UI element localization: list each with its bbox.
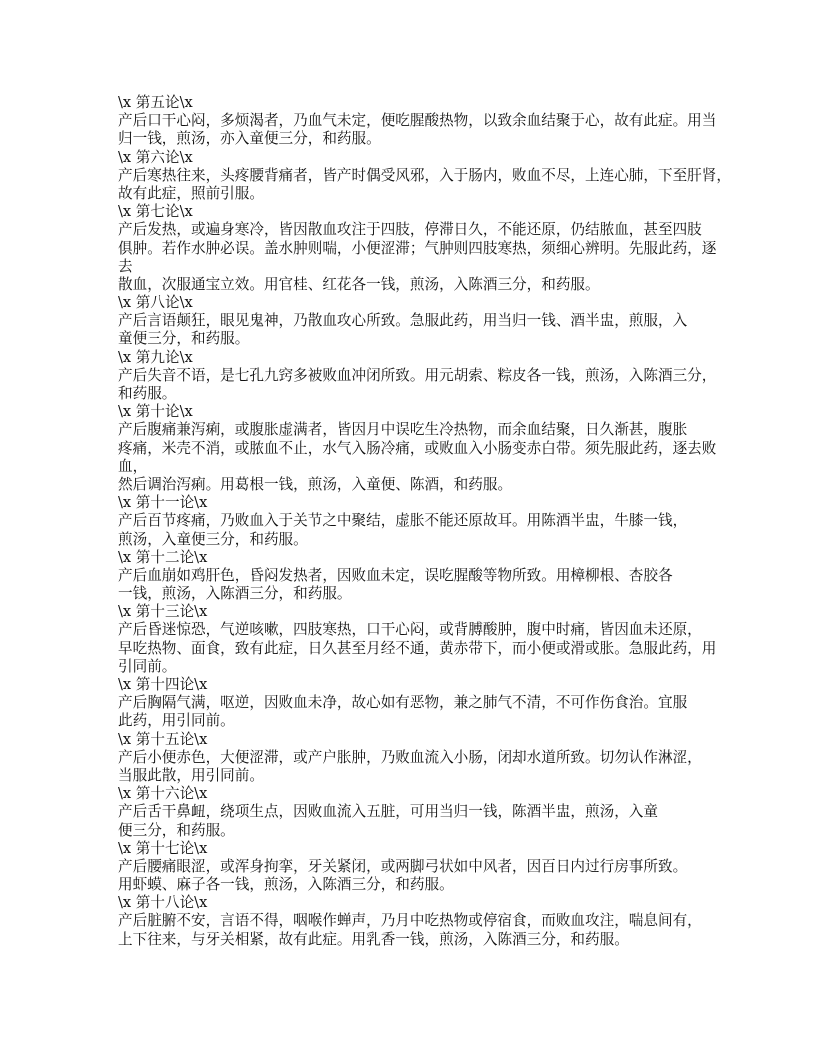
text-line: 疼痛，米壳不消，或脓血不止，水气入肠冷痛，或败血入小肠变赤白带。须先服此药，逐去败: [118, 439, 717, 457]
text-line: 早吃热物、面食，致有此症，日久甚至月经不通，黄赤带下，而小便或滑或胀。急服此药，用: [118, 639, 717, 657]
text-line: 产后腰痛眼涩，或浑身拘挛，牙关紧闭，或两脚弓状如中风者，因百日内过行房事所致。: [118, 857, 688, 875]
text-line: 便三分，和药服。: [118, 821, 235, 839]
text-line: 上下往来，与牙关相紧，故有此症。用乳香一钱，煎汤，入陈酒三分，和药服。: [118, 930, 629, 948]
section-heading: \x 第八论\x: [118, 294, 193, 312]
text-line: 去: [118, 257, 133, 275]
section-heading: \x 第十四论\x: [118, 676, 208, 693]
text-line: 然后调治泻痢。用葛根一钱，煎汤，入童便、陈酒，和药服。: [118, 475, 513, 493]
text-line: 产后血崩如鸡肝色，昏闷发热者，因败血未定，误吃腥酸等物所致。用樟柳根、杏胶各: [118, 566, 673, 584]
text-line: 产后发热，或遍身寒冷，皆因散血攻注于四肢，停滞日久，不能还原，仍结脓血，甚至四肢: [118, 221, 702, 239]
text-line: 当服此散，用引同前。: [118, 766, 264, 784]
text-line: 一钱，煎汤，入陈酒三分，和药服。: [118, 585, 352, 603]
text-line: 童便三分，和药服。: [118, 330, 250, 348]
text-line: 产后百节疼痛，乃败血入于关节之中聚结，虚胀不能还原故耳。用陈酒半盅，牛膝一钱，: [118, 512, 688, 530]
text-line: 产后昏迷惊恐，气逆咳嗽，四肢寒热，口干心闷，或背膊酸肿，腹中时痛，皆因血未还原，: [118, 621, 702, 639]
text-line: 产后舌干鼻衄，绕项生点，因败血流入五脏，可用当归一钱，陈酒半盅，煎汤，入童: [118, 803, 658, 821]
text-line: 故有此症，照前引服。: [118, 184, 264, 202]
text-line: 散血，次服通宝立效。用官桂、红花各一钱，煎汤，入陈酒三分，和药服。: [118, 275, 600, 293]
section-heading: \x 第十八论\x: [118, 894, 208, 912]
section-heading: \x 第十五论\x: [118, 730, 208, 748]
text-line: 血，: [118, 457, 148, 475]
text-line: 和药服。: [118, 385, 177, 402]
text-line: 引同前。: [118, 657, 177, 675]
text-line: 煎汤，入童便三分，和药服。: [118, 530, 308, 548]
section-heading: \x 第九论\x: [118, 348, 193, 366]
text-line: 产后寒热往来，头疼腰背痛者，皆产时偶受风邪，入于肠内，败血不尽，上连心肺，下至肝肾，: [118, 166, 731, 184]
section-heading: \x 第十六论\x: [118, 785, 208, 803]
text-line: 俱肿。若作水肿必误。盖水肿则喘，小便涩滞；气肿则四肢寒热，须细心辨明。先服此药，逐: [118, 239, 717, 257]
text-line: 此药，用引同前。: [118, 712, 235, 730]
text-line: 产后口干心闷，多烦渴者，乃血气未定，便吃腥酸热物，以致余血结聚于心，故有此症。用当: [118, 112, 717, 130]
section-heading: \x 第十论\x: [118, 403, 193, 421]
text-line: 产后小便赤色，大便涩滞，或产户胀肿，乃败血流入小肠，闭却水道所致。切勿认作淋涩，: [118, 748, 702, 766]
text-line: 用虾蟆、麻子各一钱，煎汤，入陈酒三分，和药服。: [118, 876, 454, 894]
section-heading: \x 第七论\x: [118, 203, 193, 221]
section-heading: \x 第五论\x: [118, 94, 193, 111]
text-line: 产后脏腑不安，言语不得，咽喉作蝉声，乃月中吃热物或停宿食，而败血攻注，喘息间有，: [118, 912, 702, 930]
section-heading: \x 第十二论\x: [118, 548, 208, 566]
text-line: 产后腹痛兼泻痢，或腹胀虚满者，皆因月中误吃生冷热物，而余血结聚，日久渐甚，腹胀: [118, 421, 688, 439]
text-line: 产后胸隔气满，呕逆，因败血未净，故心如有恶物，兼之肺气不清，不可作伤食治。宜服: [118, 694, 688, 712]
section-heading: \x 第十七论\x: [118, 839, 208, 857]
text-line: 产后失音不语，是七孔九窍多被败血冲闭所致。用元胡索、粽皮各一钱，煎汤，入陈酒三分，: [118, 366, 717, 384]
text-line: 产后言语颠狂，眼见鬼神，乃散血攻心所致。急服此药，用当归一钱、酒半盅，煎服，入: [118, 312, 688, 330]
section-heading: \x 第六论\x: [118, 148, 193, 166]
text-line: 归一钱，煎汤，亦入童便三分，和药服。: [118, 130, 381, 148]
section-heading: \x 第十三论\x: [118, 603, 208, 621]
section-heading: \x 第十一论\x: [118, 494, 208, 512]
document-page: [118, 94, 731, 949]
